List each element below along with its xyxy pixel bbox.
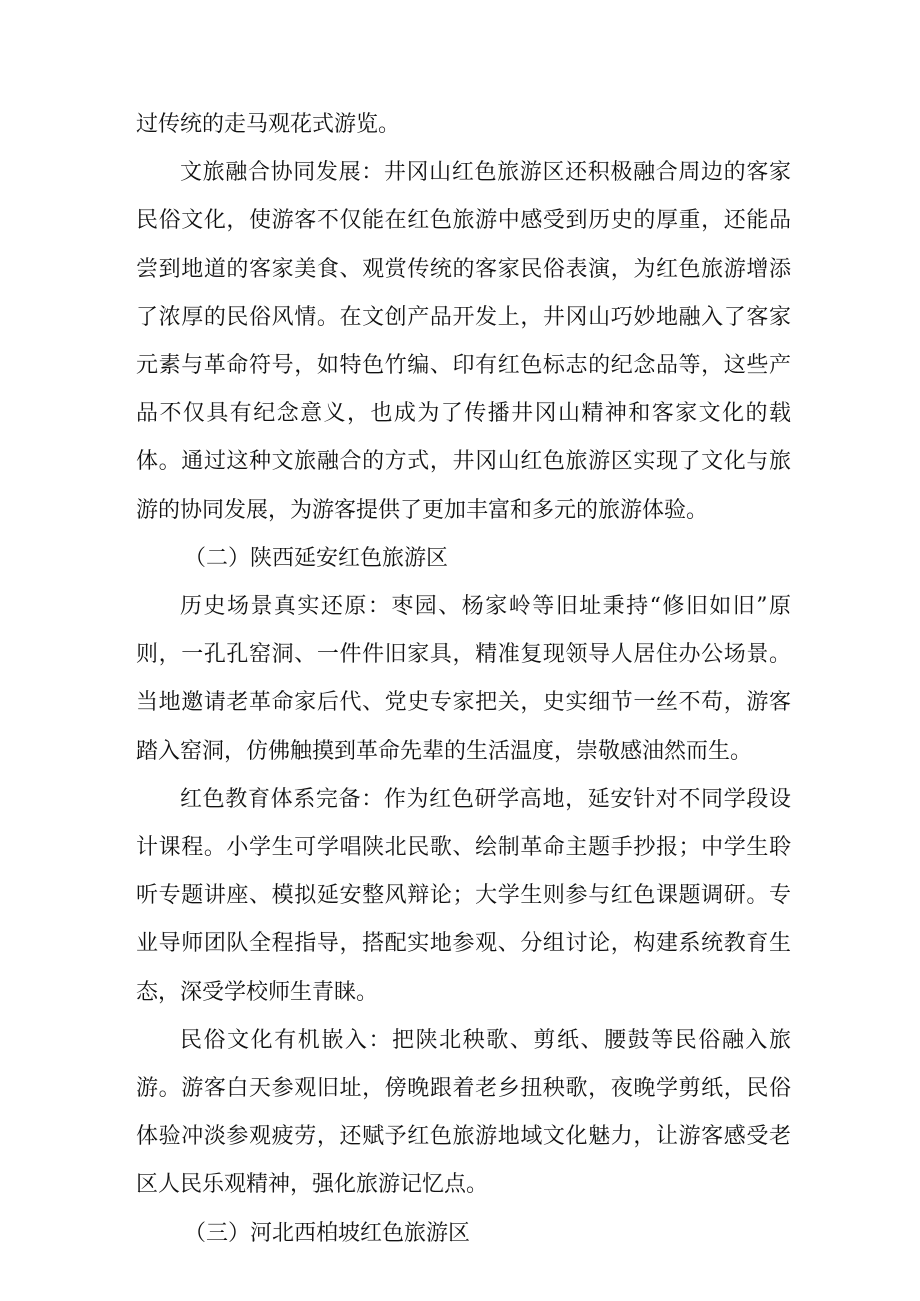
paragraph-folk-culture: 民俗文化有机嵌入：把陕北秧歌、剪纸、腰鼓等民俗融入旅游。游客白天参观旧址，傍晚跟着老乡扭秧歌，夜晚学剪纸，民俗体验冲淡参观疲劳，还赋予红色旅游地域文化魅力，让游客感受老区人民乐观精神，强化旅游记忆点。 bbox=[136, 1027, 791, 1198]
document-body bbox=[136, 101, 791, 1258]
paragraph-red-education: 红色教育体系完备：作为红色研学高地，延安针对不同学段设计课程。小学生可学唱陕北民歌、绘制革命主题手抄报；中学生聆听专题讲座、模拟延安整风辩论；大学生则参与红色课题调研。专业导师团队全程指导，搭配实地参观、分组讨论，构建系统教育生态，深受学校师生青睐。 bbox=[136, 786, 791, 1005]
section-heading-xibaipo: （三）河北西柏坡红色旅游区 bbox=[184, 1220, 471, 1246]
paragraph-historical-scenes: 历史场景真实还原：枣园、杨家岭等旧址秉持“修旧如旧”原则，一孔孔窑洞、一件件旧家具，精准复现领导人居住办公场景。当地邀请老革命家后代、党史专家把关，史实细节一丝不苟，游客踏入窑洞，仿佛触摸到革命先辈的生活温度，崇敬感油然而生。 bbox=[136, 594, 791, 764]
section-heading-yanan: （二）陕西延安红色旅游区 bbox=[184, 545, 449, 571]
paragraph-culture-tourism: 文旅融合协同发展：井冈山红色旅游区还积极融合周边的客家民俗文化，使游客不仅能在红色旅游中感受到历史的厚重，还能品尝到地道的客家美食、观赏传统的客家民俗表演，为红色旅游增添了浓厚的民俗风情。在文创产品开发上，井冈山巧妙地融入了客家元素与革命符号，如特色竹编、印有红色标志的纪念品等，这些产品不仅具有纪念意义，也成为了传播井冈山精神和客家文化的载体。通过这种文旅融合的方式，井冈山红色旅游区实现了文化与旅游的协同发展，为游客提供了更加丰富和多元的旅游体验。 bbox=[136, 160, 791, 523]
paragraph-continuation: 过传统的走马观花式游览。 bbox=[136, 112, 401, 137]
